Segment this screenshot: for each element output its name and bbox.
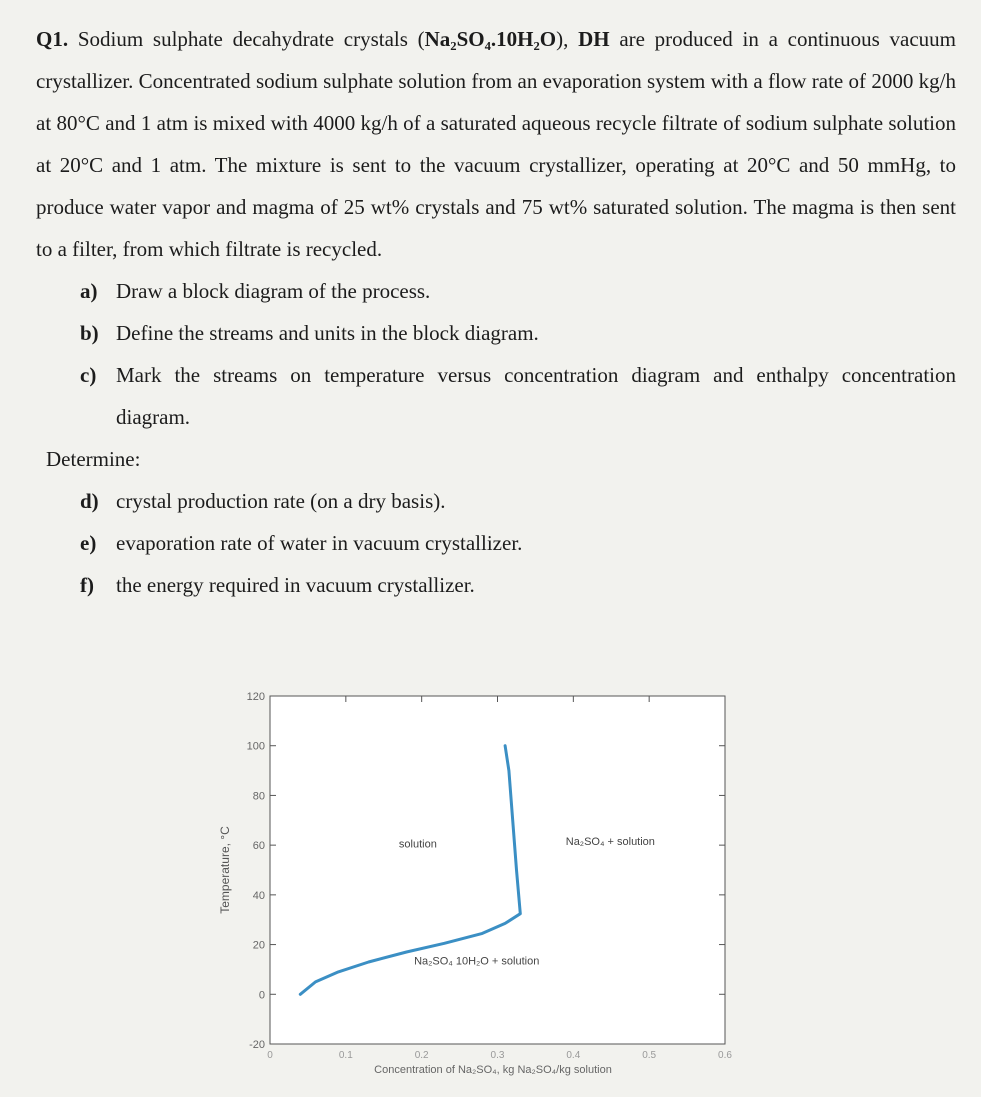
task-item-b (36, 312, 956, 354)
y-tick-label: 120 (246, 691, 265, 703)
task-text: evaporation rate of water in vacuum crystallizer. (116, 531, 523, 555)
region-label: Na₂SO₄ + solution (565, 836, 655, 849)
intro-text-c: are produced in a continuous vacuum crystallizer. Concentrated sodium sulphate solution from an evaporation system with a flow rate of 2000 kg/h at 80°C and 1 atm is mixed with 4000 kg/h of a saturated aqueous recycle filtrate of sodium sulphate solution at 20°C and 1 atm. The mixture is sent to the vacuum crystallizer, operating at 20°C and 50 mmHg, to produce water vapor and magma of 25 wt% crystals and 75 wt% saturated solution. The magma is then sent to a filter, from which filtrate is recycled. (36, 27, 956, 261)
question-number: Q1. (36, 27, 69, 51)
task-text: Mark the streams on temperature versus concentration diagram and enthalpy concentration diagram. (116, 363, 956, 429)
task-list (36, 270, 956, 438)
y-tick-label: 0 (258, 989, 265, 1002)
intro-text-a: Sodium sulphate decahydrate crystals ( (77, 27, 425, 51)
determine-item-e (36, 522, 956, 564)
x-tick-label: 0.1 (338, 1050, 353, 1061)
y-tick-label: 100 (246, 740, 265, 753)
task-letter: c) (80, 363, 97, 387)
task-text: the energy required in vacuum crystallizer. (116, 573, 475, 597)
region-label: solution (398, 838, 437, 851)
task-text: Draw a block diagram of the process. (116, 279, 431, 303)
plot-frame (270, 696, 725, 1044)
task-text: Define the streams and units in the block diagram. (116, 321, 539, 345)
phase-diagram-chart (205, 680, 765, 1080)
task-letter: b) (80, 321, 99, 345)
task-letter: d) (80, 489, 99, 513)
task-letter: a) (80, 279, 98, 303)
problem-statement (36, 18, 956, 270)
determine-label: Determine: (46, 447, 141, 471)
determine-item-d (36, 480, 956, 522)
task-item-c (36, 354, 956, 438)
task-letter: f) (80, 573, 94, 597)
y-tick-label: 60 (252, 840, 265, 853)
region-label: Na₂SO₄ 10H₂O + solution (414, 955, 540, 968)
y-tick-label: -20 (249, 1039, 265, 1051)
intro-text-b: ), (556, 27, 579, 51)
x-tick-label: 0.4 (566, 1050, 581, 1061)
y-tick-label: 20 (252, 939, 265, 952)
y-tick-label: 80 (252, 790, 265, 803)
abbreviation: DH (578, 27, 610, 51)
determine-list (36, 480, 956, 606)
determine-item-f (36, 564, 956, 606)
chart-svg (205, 680, 765, 1080)
x-tick-label: 0.2 (414, 1050, 429, 1061)
x-tick-label: 0.5 (642, 1050, 657, 1061)
chemical-formula: Na₂SO₄.10H₂O (424, 27, 557, 51)
x-tick-label: 0.3 (490, 1050, 505, 1061)
document-page (36, 18, 956, 606)
x-axis-label: Concentration of Na₂SO₄, kg Na₂SO₄/kg solution (374, 1064, 612, 1076)
y-axis-label: Temperature, °C (218, 826, 232, 914)
y-tick-label: 40 (252, 889, 265, 902)
x-tick-label: 0 (267, 1050, 273, 1061)
task-text: crystal production rate (on a dry basis). (116, 489, 446, 513)
task-letter: e) (80, 531, 97, 555)
task-item-a (36, 270, 956, 312)
x-tick-label: 0.6 (718, 1050, 732, 1061)
